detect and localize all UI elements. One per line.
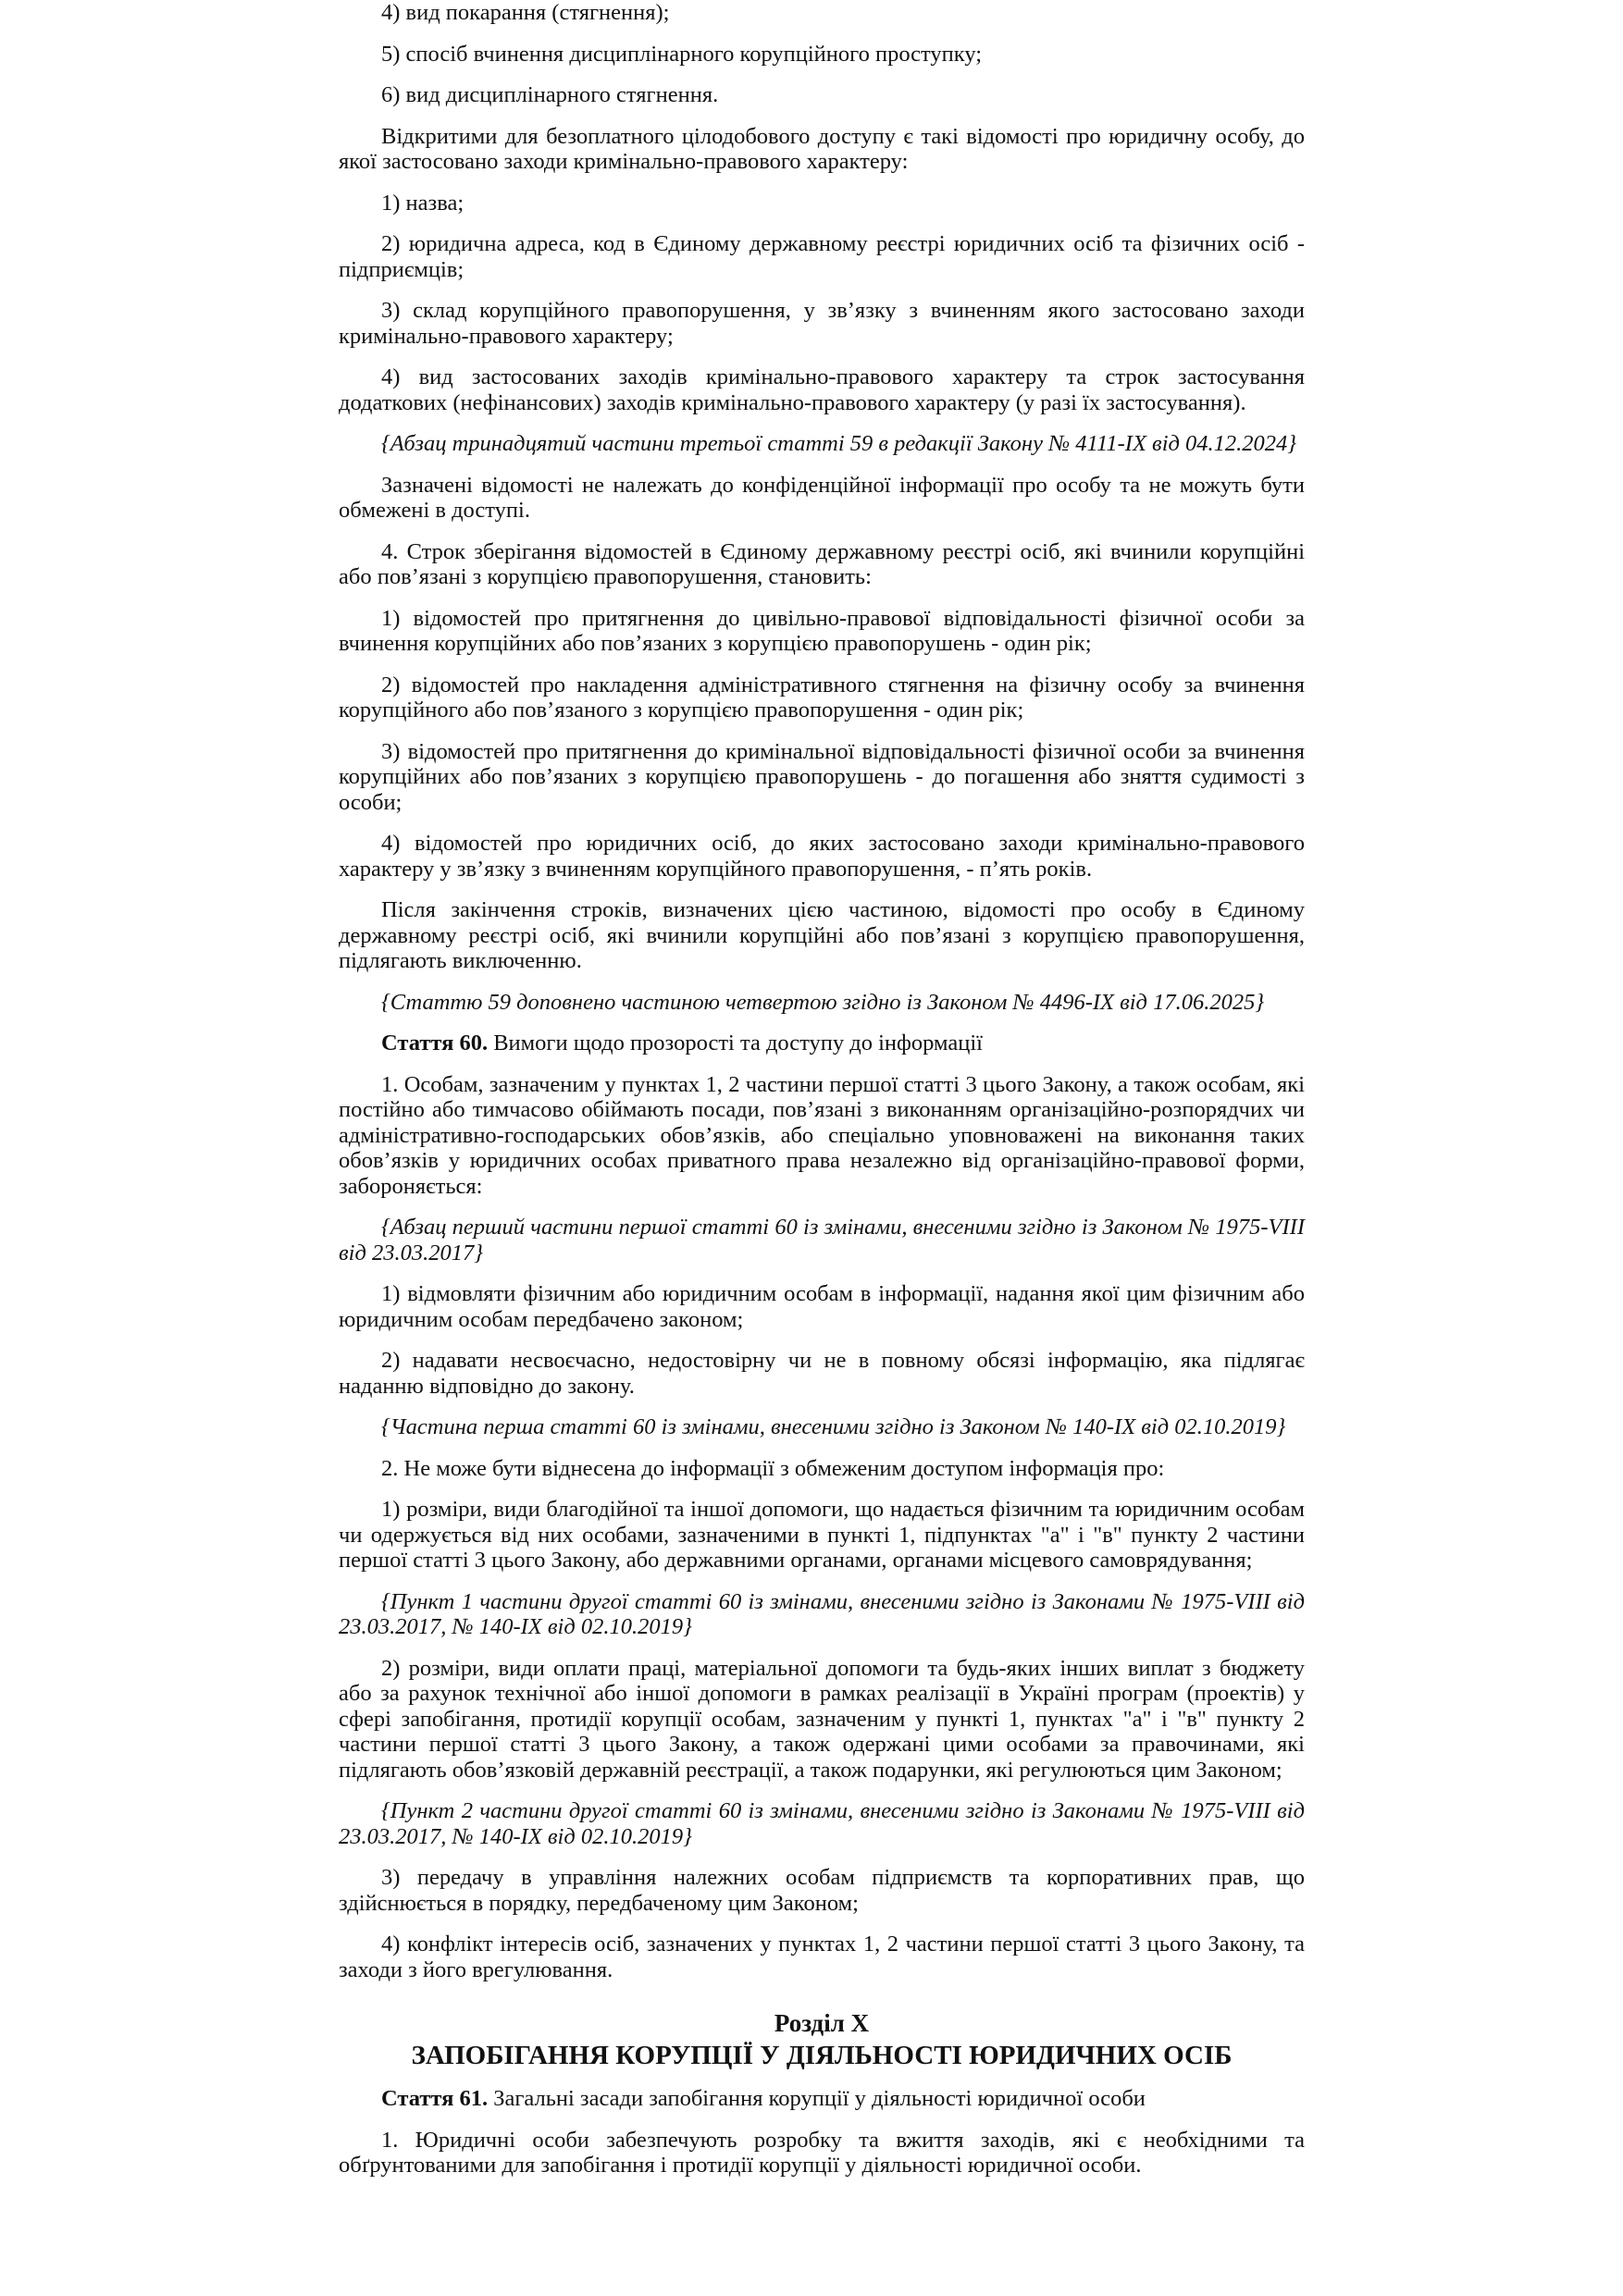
document-page <box>339 0 1305 2194</box>
paragraph: Зазначені відомості не належать до конфіденційної інформації про особу та не можуть бути обмежені в доступі. <box>339 472 1305 523</box>
paragraph: 2) надавати несвоєчасно, недостовірну чи не в повному обсязі інформацію, яка підлягає наданню відповідно до закону. <box>339 1348 1305 1399</box>
article-label: Стаття 60. <box>381 1031 489 1055</box>
editorial-note: {Частина перша статті 60 із змінами, внесеними згідно із Законом № 140-IX від 02.10.2019} <box>381 1414 1286 1439</box>
editorial-note: {Пункт 2 частини другої статті 60 із змінами, внесеними згідно із Законами № 1975-VIII від 23.03.2017, № 140-IX від 02.10.2019} <box>339 1798 1305 1849</box>
paragraph: 2) відомостей про накладення адміністративного стягнення на фізичну особу за вчинення корупційного або пов’язаного з корупцією правопорушення - один рік; <box>339 672 1305 722</box>
paragraph: 2) юридична адреса, код в Єдиному державному реєстрі юридичних осіб та фізичних осіб - підприємців; <box>339 231 1305 282</box>
paragraph: 1) назва; <box>381 190 465 216</box>
paragraph: 3) відомостей про притягнення до кримінальної відповідальності фізичної особи за вчинення корупційних або пов’язаних з корупцією правопорушень - до погашення або зняття судимості з особи; <box>339 738 1305 815</box>
paragraph: 1. Особам, зазначеним у пунктах 1, 2 частини першої статті 3 цього Закону, а також особам, які постійно або тимчасово обіймають посади, пов’язані з виконанням організаційно-розпорядчих чи адміністративно-господарських обов’язків, або спеціально уповноважені на виконання таких обов’язків у юридичних особах приватного права незалежно від організаційно-правової форми, забороняється: <box>339 1071 1305 1199</box>
paragraph: Після закінчення строків, визначених цією частиною, відомості про особу в Єдиному державному реєстрі осіб, які вчинили корупційні або пов’язані з корупцією правопорушення, підлягають виключенню. <box>339 897 1305 973</box>
paragraph: Відкритими для безоплатного цілодобового доступу є такі відомості про юридичну особу, до якої застосовано заходи кримінально-правового характеру: <box>339 123 1305 174</box>
paragraph: 4) вид покарання (стягнення); <box>381 0 670 25</box>
paragraph: 4) конфлікт інтересів осіб, зазначених у пунктах 1, 2 частини першої статті 3 цього Закону, та заходи з його врегулювання. <box>339 1932 1305 1982</box>
article-title: Загальні засади запобігання корупції у діяльності юридичної особи <box>488 2086 1146 2111</box>
paragraph: 1) відмовляти фізичним або юридичним особам в інформації, надання якої цим фізичним або юридичним особам передбачено законом; <box>339 1281 1305 1332</box>
section-title: ЗАПОБІГАННЯ КОРУПЦІЇ У ДІЯЛЬНОСТІ ЮРИДИЧНИХ ОСІБ <box>411 2041 1233 2070</box>
article-label: Стаття 61. <box>381 2086 489 2111</box>
paragraph: 4) відомостей про юридичних осіб, до яких застосовано заходи кримінально-правового характеру у зв’язку з вчиненням корупційного правопорушення, - п’ять років. <box>339 831 1305 882</box>
paragraph: 1) відомостей про притягнення до цивільно-правової відповідальності фізичної особи за вчинення корупційних або пов’язаних з корупцією правопорушень - один рік; <box>339 605 1305 656</box>
article-heading <box>339 2086 1305 2112</box>
editorial-note: {Статтю 59 доповнено частиною четвертою згідно із Законом № 4496-IX від 17.06.2025} <box>381 989 1265 1015</box>
paragraph: 6) вид дисциплінарного стягнення. <box>381 82 719 107</box>
article-title: Вимоги щодо прозорості та доступу до інформації <box>488 1031 983 1055</box>
paragraph: 2) розміри, види оплати праці, матеріальної допомоги та будь-яких інших виплат з бюджету або за рахунок технічної або іншої допомоги в рамках реалізації в Україні програм (проектів) у сфері запобігання, протидії корупції особам, зазначеним у пункті 1, пунктах "а" і "в" пункту 2 частини першої статті 3 цього Закону, а також одержані цими особами за правочинами, які підлягають обов’язковій державній реєстрації, а також подарунки, які регулюються цим Законом; <box>339 1655 1305 1783</box>
paragraph: 4. Строк зберігання відомостей в Єдиному державному реєстрі осіб, які вчинили корупційні або пов’язані з корупцією правопорушення, становить: <box>339 538 1305 589</box>
editorial-note: {Абзац тринадцятий частини третьої статті 59 в редакції Закону № 4111-IX від 04.12.2024} <box>381 431 1297 456</box>
article-heading <box>339 1031 1305 1056</box>
paragraph: 4) вид застосованих заходів кримінально-правового характеру та строк застосування додаткових (нефінансових) заходів кримінально-правового характеру (у разі їх застосування). <box>339 364 1305 415</box>
paragraph: 5) спосіб вчинення дисциплінарного корупційного проступку; <box>381 41 983 67</box>
paragraph: 1. Юридичні особи забезпечують розробку та вжиття заходів, які є необхідними та обґрунтованими для запобігання і протидії корупції у діяльності юридичної особи. <box>339 2127 1305 2178</box>
editorial-note: {Абзац перший частини першої статті 60 із змінами, внесеними згідно із Законом № 1975-VIII від 23.03.2017} <box>339 1215 1305 1265</box>
paragraph: 3) передачу в управління належних особам підприємств та корпоративних прав, що здійснюється в порядку, передбаченому цим Законом; <box>339 1865 1305 1916</box>
paragraph: 1) розміри, види благодійної та іншої допомоги, що надається фізичним та юридичним особам чи одержується від них особами, зазначеними в пункті 1, підпунктах "а" і "в" пункту 2 частини першої статті 3 цього Закону, або державними органами, органами місцевого самоврядування; <box>339 1497 1305 1573</box>
section-number: Розділ X <box>774 2009 870 2037</box>
paragraph: 3) склад корупційного правопорушення, у зв’язку з вчиненням якого застосовано заходи кримінально-правового характеру; <box>339 298 1305 349</box>
editorial-note: {Пункт 1 частини другої статті 60 із змінами, внесеними згідно із Законами № 1975-VIII від 23.03.2017, № 140-IX від 02.10.2019} <box>339 1588 1305 1639</box>
paragraph: 2. Не може бути віднесена до інформації з обмеженим доступом інформація про: <box>381 1455 1165 1481</box>
